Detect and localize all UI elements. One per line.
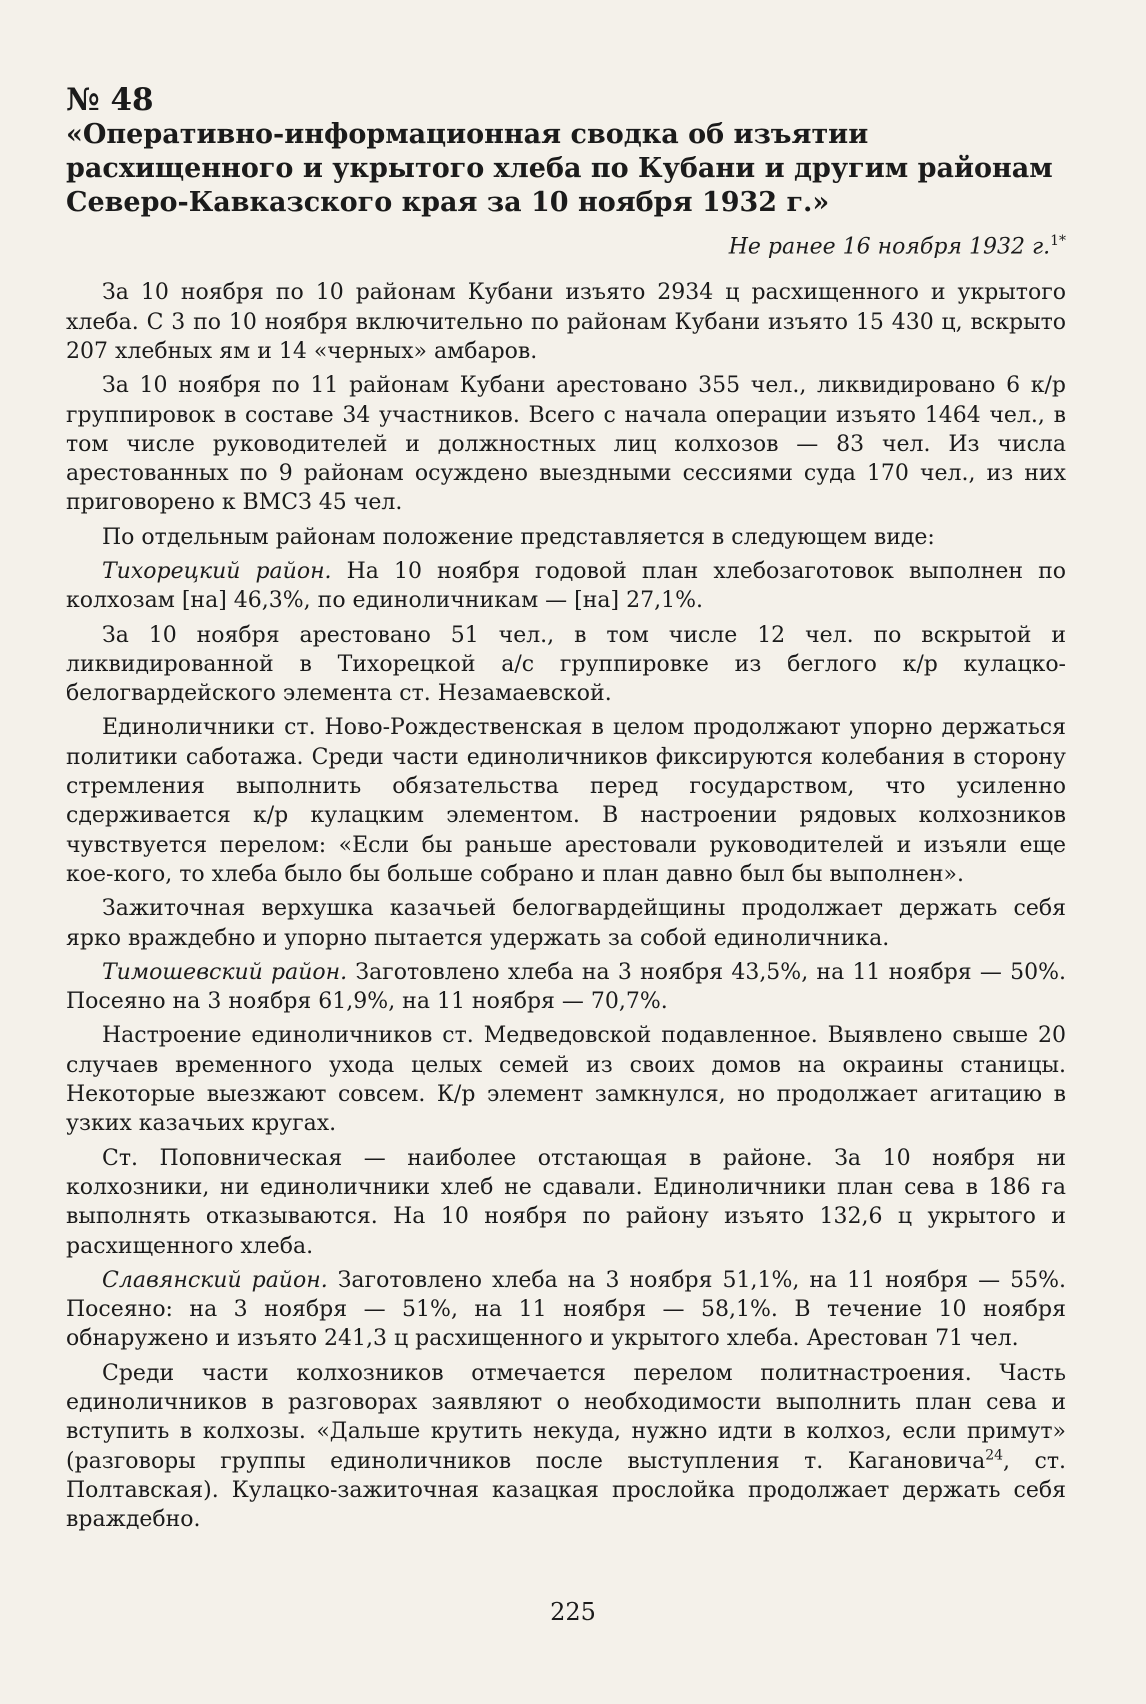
paragraph — [66, 523, 1066, 552]
paragraph — [66, 557, 1066, 616]
document-date-text: Не ранее 16 ноября 1932 г. — [728, 234, 1051, 260]
paragraph-text: Заготовлено хлеба на 3 ноября 51,1%, на 11 ноября — 55%. Посеяно: на 3 ноября — 51%, на 11 ноября — 58,1%. В течение 10 ноября обнаружено и изъято 241,3 ц расхищенного и укрытого хлеба. Арестован 71 чел. — [66, 1267, 1066, 1352]
paragraph-text: Заготовлено хлеба на 3 ноября 43,5%, на 11 ноября — 50%. Посеяно на 3 ноября 61,9%, на 11 ноября — 70,7%. — [66, 959, 1066, 1015]
paragraph — [66, 371, 1066, 517]
paragraph — [66, 958, 1066, 1017]
paragraph-text: Зажиточная верхушка казачьей белогвардейщины продолжает держать себя ярко враждебно и упорно пытается удержать за собой единоличника. — [66, 896, 1066, 951]
paragraph — [66, 1266, 1066, 1354]
paragraph-text: Среди части колхозников отмечается перелом политнастроения. Часть единоличников в разговорах заявляют о необходимости выполнить план сева и вступить в колхозы. «Дальше крутить некуда, нужно идти в колхоз, если примут» (разговоры группы единоличников после выступления т. Кагановича — [66, 1360, 1066, 1474]
footnote-marker: 24 — [985, 1447, 1004, 1464]
paragraph-text: На 10 ноября годовой план хлебозаготовок выполнен по колхозам [на] 46,3%, по единоличникам — [на] 27,1%. — [66, 559, 1067, 614]
document-title: «Оперативно-информационная сводка об изъятии расхищенного и укрытого хлеба по Кубани и другим районам Северо-Кавказского края за 10 ноября 1932 г.» — [66, 119, 1053, 218]
paragraph-text: По отдельным районам положение представляется в следующем виде: — [102, 524, 935, 550]
document-date-note: 1* — [1050, 233, 1066, 249]
district-name: Славянский район. — [102, 1267, 328, 1293]
paragraph — [66, 1359, 1066, 1535]
paragraph — [66, 1144, 1066, 1261]
document-page — [66, 82, 1066, 1540]
paragraph — [66, 894, 1066, 953]
document-number: № 48 — [66, 82, 154, 118]
paragraph-text: Единоличники ст. Ново-Рождественская в целом продолжают упорно держаться политики саботажа. Среди части единоличников фиксируются колебания в сторону стремления выполнить обязательства перед государством, что усиленно сдерживается к/р кулацким элементом. В настроении рядовых колхозников чувствуется перелом: «Если бы раньше арестовали руководителей и изъяли еще кое-кого, то хлеба было бы больше собрано и план давно был бы выполнен». — [66, 715, 1066, 887]
document-date — [66, 224, 1066, 264]
district-name: Тихорецкий район. — [102, 559, 332, 584]
paragraph-text: За 10 ноября по 11 районам Кубани арестовано 355 чел., ликвидировано 6 к/р группировок в составе 34 участников. Всего с начала операции изъято 1464 чел., в том числе руководителей и должностных лиц колхозов — 83 чел. Из числа арестованных по 9 районам осуждено выездными сессиями суда 170 чел., из них приговорено к ВМСЗ 45 чел. — [66, 373, 1066, 516]
paragraph — [66, 1021, 1066, 1138]
paragraph-text: Ст. Поповническая — наиболее отстающая в районе. За 10 ноября ни колхозники, ни единоличники хлеб не сдавали. Единоличники план сева в 186 га выполнять отказываются. На 10 ноября по району изъято 132,6 ц укрытого и расхищенного хлеба. — [66, 1145, 1066, 1259]
paragraph — [66, 621, 1066, 709]
paragraph-text: За 10 ноября арестовано 51 чел., в том числе 12 чел. по вскрытой и ликвидированной в Тихорецкой а/с группировке из беглого к/р кулацко-белогвардейского элемента ст. Незамаевской. — [66, 622, 1066, 707]
paragraph-text: Настроение единоличников ст. Медведовской подавленное. Выявлено свыше 20 случаев временного ухода целых семей из своих домов на окраины станицы. Некоторые выезжают совсем. К/р элемент замкнулся, но продолжает агитацию в узких казачьих кругах. — [66, 1023, 1066, 1137]
paragraph — [66, 713, 1066, 889]
paragraph-text: За 10 ноября по 10 районам Кубани изъято 2934 ц расхищенного и укрытого хлеба. С 3 по 10 ноября включительно по районам Кубани изъято 15 430 ц, вскрыто 207 хлебных ям и 14 «черных» амбаров. — [66, 280, 1066, 364]
district-name: Тимошевский район. — [102, 959, 348, 985]
paragraph — [66, 278, 1066, 366]
page-number: 225 — [550, 1598, 596, 1626]
paragraph-text: , ст. Полтавская). Кулацко-зажиточная казацкая прослойка продолжает держать себя враждебно. — [66, 1448, 1066, 1533]
